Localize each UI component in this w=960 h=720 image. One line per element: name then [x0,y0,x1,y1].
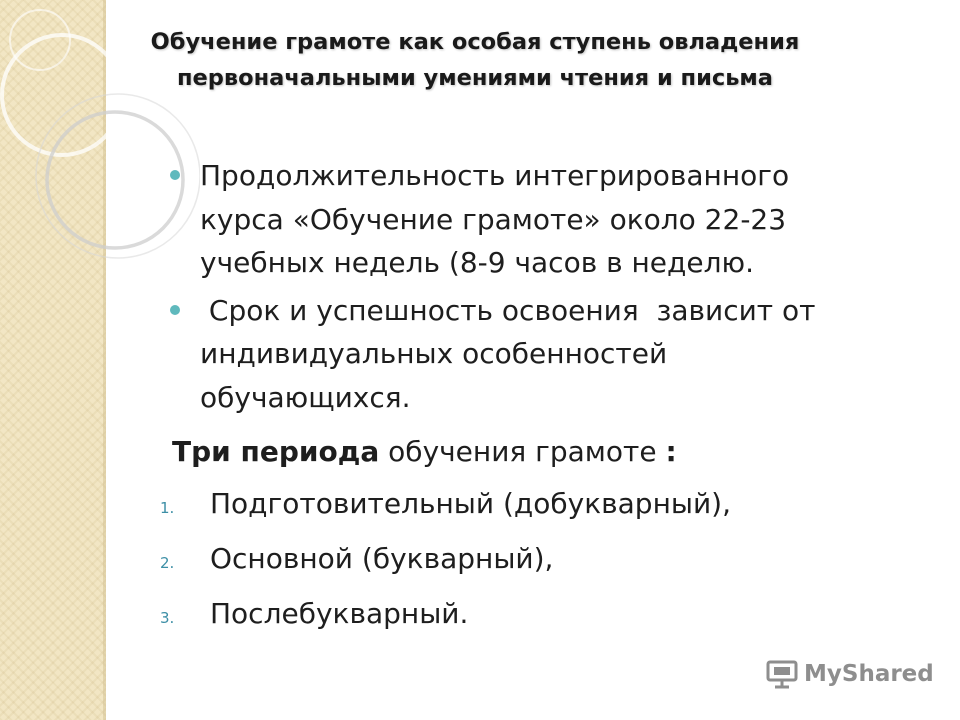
presentation-board-icon [766,659,798,689]
bullet-line: обучающихся. [200,380,411,414]
list-item-text: Основной (букварный), [210,542,554,575]
myshared-watermark [766,656,934,692]
bullet-line: курса «Обучение грамоте» около 22-23 [200,202,787,236]
periods-colon: : [665,435,677,468]
watermark-text: MyShared [804,661,934,687]
bullet-dot-icon [170,305,180,315]
bullet-line: учебных недель (8-9 часов в неделю. [200,246,754,279]
slide-title [110,24,840,96]
periods-bold-text: Три периода [172,435,380,468]
periods-heading [172,432,677,472]
list-number: 2. [160,554,175,572]
slide-title-line-2: первоначальными умениями чтения и письма [176,65,773,91]
list-number: 3. [160,609,175,627]
bullet-line: Срок и успешность освоения зависит от [200,293,816,327]
list-item-text: Подготовительный (добукварный), [210,487,732,520]
periods-text: обучения грамоте [379,435,666,468]
bullet-line: Продолжительность интегрированного [200,159,790,192]
bullet-item-success [170,289,940,420]
bullet-dot-icon [170,170,180,180]
bullet-line: индивидуальных особенностей [200,337,668,370]
slide-title-line-1: Обучение грамоте как особая ступень овладения [150,29,800,55]
bullet-item-duration [170,154,940,285]
list-number: 1. [160,499,175,517]
list-item-text: Послебукварный. [210,597,469,630]
bullet-list [170,154,940,423]
